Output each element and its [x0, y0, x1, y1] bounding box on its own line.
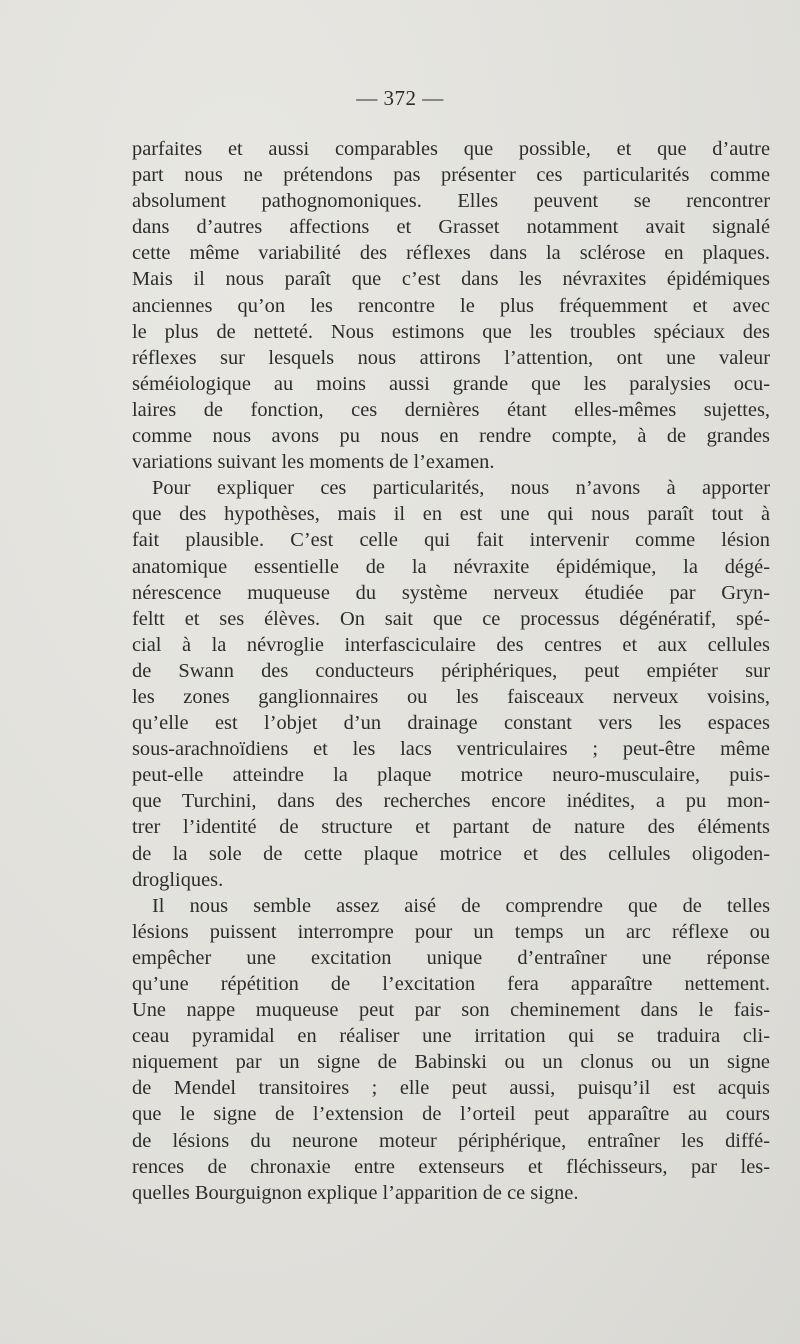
page-number: — 372 —: [356, 86, 444, 110]
text-line: laires de fonction, ces dernières étant elles-mêmes sujettes,: [132, 398, 770, 421]
paragraph-end-line: drogliques.: [132, 868, 224, 891]
text-line: feltt et ses élèves. On sait que ce processus dégénératif, spé-: [132, 607, 770, 630]
text-line: comme nous avons pu nous en rendre compte, à de grandes: [132, 425, 770, 448]
text-line: cial à la névroglie interfasciculaire des centres et aux cellules: [132, 633, 770, 656]
text-line: rences de chronaxie entre extenseurs et fléchisseurs, par les-: [132, 1155, 770, 1178]
text-line: nérescence muqueuse du système nerveux étudiée par Gryn-: [132, 581, 770, 604]
text-line: part nous ne prétendons pas présenter ces particularités comme: [132, 164, 770, 187]
text-line: parfaites et aussi comparables que possible, et que d’autre: [132, 138, 770, 160]
text-line: anatomique essentielle de la névraxite épidémique, la dégé-: [132, 555, 770, 578]
body-text: [132, 136, 770, 1206]
text-line: peut-elle atteindre la plaque motrice neuro-musculaire, puis-: [132, 764, 770, 787]
paragraph-end-line: variations suivant les moments de l’examen.: [132, 451, 495, 474]
text-line: dans d’autres affections et Grasset notamment avait signalé: [132, 216, 770, 239]
text-line: Mais il nous paraît que c’est dans les névraxites épidémiques: [132, 268, 770, 291]
text-line: cette même variabilité des réflexes dans la sclérose en plaques.: [132, 242, 770, 265]
text-line: que le signe de l’extension de l’orteil peut apparaître au cours: [132, 1103, 770, 1126]
text-line: que des hypothèses, mais il en est une qui nous paraît tout à: [132, 503, 770, 526]
text-line: fait plausible. C’est celle qui fait intervenir comme lésion: [132, 529, 770, 552]
text-line: sous-arachnoïdiens et les lacs ventriculaires ; peut-être même: [132, 738, 770, 761]
text-line: de lésions du neurone moteur périphérique, entraîner les diffé-: [132, 1129, 770, 1152]
text-line: de la sole de cette plaque motrice et des cellules oligoden-: [132, 842, 770, 865]
text-line: trer l’identité de structure et partant de nature des éléments: [132, 816, 770, 839]
text-line: le plus de netteté. Nous estimons que les troubles spéciaux des: [132, 320, 770, 343]
text-line: de Mendel transitoires ; elle peut aussi, puisqu’il est acquis: [132, 1077, 770, 1100]
text-line: empêcher une excitation unique d’entraîner une réponse: [132, 946, 770, 969]
text-line: de Swann des conducteurs périphériques, peut empiéter sur: [132, 659, 770, 682]
text-line: ceau pyramidal en réaliser une irritation qui se traduira cli-: [132, 1025, 770, 1048]
text-line: les zones ganglionnaires ou les faisceaux nerveux voisins,: [132, 685, 770, 708]
paragraph-start-line: Pour expliquer ces particularités, nous n’avons à apporter: [152, 477, 770, 500]
text-line: que Turchini, dans des recherches encore inédites, a pu mon-: [132, 790, 770, 813]
text-line: réflexes sur lesquels nous attirons l’attention, ont une valeur: [132, 346, 770, 369]
paragraph-end-line: quelles Bourguignon explique l’apparition de ce signe.: [132, 1181, 579, 1204]
text-line: niquement par un signe de Babinski ou un clonus ou un signe: [132, 1051, 770, 1074]
text-line: qu’elle est l’objet d’un drainage constant vers les espaces: [132, 712, 770, 735]
paragraph-start-line: Il nous semble assez aisé de comprendre que de telles: [152, 894, 770, 917]
text-line: lésions puissent interrompre pour un temps un arc réflexe ou: [132, 920, 770, 943]
text-line: qu’une répétition de l’excitation fera apparaître nettement.: [132, 973, 770, 995]
text-line: séméiologique au moins aussi grande que les paralysies ocu-: [132, 372, 770, 395]
text-line: Une nappe muqueuse peut par son cheminement dans le fais-: [132, 999, 770, 1022]
text-line: absolument pathognomoniques. Elles peuvent se rencontrer: [132, 190, 770, 213]
text-line: anciennes qu’on les rencontre le plus fréquemment et avec: [132, 294, 770, 317]
